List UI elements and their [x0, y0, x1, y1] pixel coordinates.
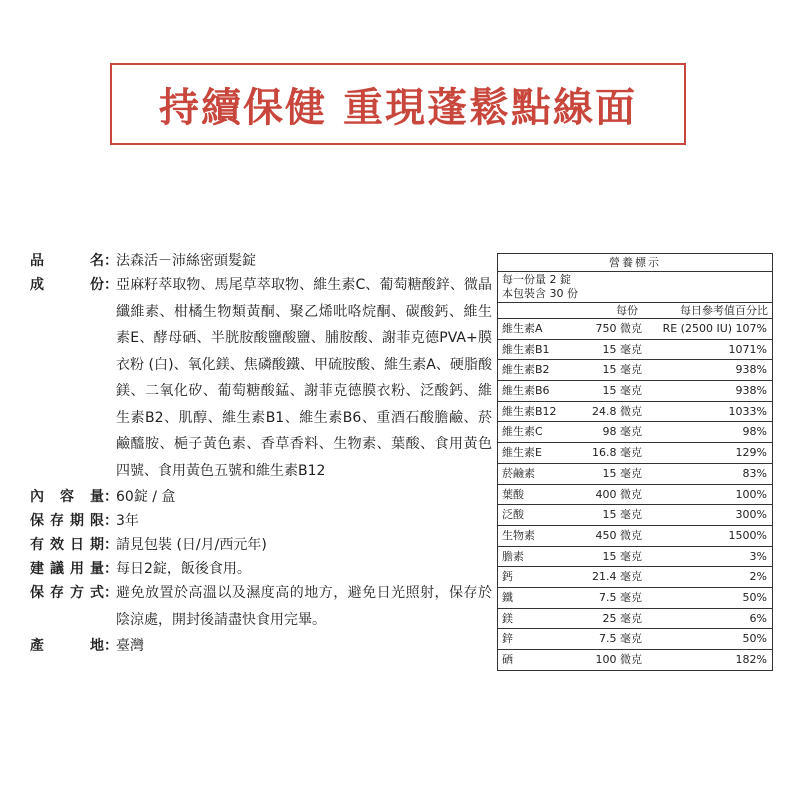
spec-row-content: 內 容 量 ： 60錠 / 盒 [30, 486, 492, 508]
nutrient-amount: 750 微克 [595, 322, 642, 335]
spec-row-name: 品 名 ： 法森活－沛絲密頭髮錠 [30, 250, 492, 272]
nutrient-amount: 7.5 毫克 [599, 632, 642, 646]
nutrient-amount: 15 毫克 [602, 549, 642, 563]
spec-label-shelf-life: 保 存 期 限 [30, 513, 104, 529]
nutrient-name: 維生素E [502, 446, 542, 460]
nutrient-daily-percent: 129% [735, 446, 767, 460]
nutrient-daily-percent: 50% [742, 590, 767, 604]
nutrition-rows [498, 319, 772, 670]
nutrient-daily-percent: 1500% [728, 528, 767, 542]
nutrition-row [498, 526, 772, 547]
nutrition-row [498, 629, 772, 650]
nutrient-name: 鋅 [502, 632, 513, 646]
nutrition-row [498, 360, 772, 381]
spec-value-name: 法森活－沛絲密頭髮錠 [116, 253, 256, 269]
nutrient-name: 泛酸 [502, 508, 524, 522]
nutrient-name: 維生素B6 [502, 384, 550, 398]
spec-row-usage: 建 議 用 量 ： 每日2錠，飯後食用。 [30, 558, 492, 580]
nutrient-daily-percent: 2% [749, 570, 767, 584]
nutrient-name: 鎂 [502, 611, 513, 625]
nutrient-name: 硒 [502, 653, 513, 666]
nutrient-amount: 15 毫克 [602, 466, 642, 480]
spec-row-storage: 保 存 方 式 ： 避免放置於高溫以及濕度高的地方，避免日光照射，保存於陰涼處，開封後請盡快食用完畢。 [30, 582, 492, 633]
spec-label-name: 品 名 [30, 253, 104, 269]
nutrition-row [498, 443, 772, 464]
nutrition-row [498, 319, 772, 340]
nutrient-amount: 24.8 微克 [592, 404, 642, 418]
nutrient-amount: 15 毫克 [602, 508, 642, 522]
nutrition-row [498, 485, 772, 506]
nutrient-daily-percent: 98% [742, 425, 767, 439]
spec-value-usage: 每日2錠，飯後食用。 [116, 561, 251, 577]
nutrient-name: 維生素B12 [502, 404, 557, 418]
nutrient-daily-percent: 938% [735, 363, 767, 377]
servings-per-package: 本包裝含 30 份 [502, 287, 578, 300]
headline-banner [110, 63, 686, 145]
nutrition-row [498, 650, 772, 670]
spec-value-expiry: 請見包裝 (日/月/西元年) [116, 537, 267, 553]
nutrient-daily-percent: 300% [735, 508, 767, 522]
nutrient-daily-percent: 182% [735, 653, 767, 666]
spec-value-storage: 避免放置於高溫以及濕度高的地方，避免日光照射，保存於陰涼處，開封後請盡快食用完畢。 [116, 585, 492, 628]
nutrient-daily-percent: 1071% [728, 342, 767, 356]
nutrient-daily-percent: 100% [735, 487, 767, 501]
nutrition-row [498, 464, 772, 485]
nutrient-name: 維生素A [502, 322, 543, 335]
nutrition-row [498, 340, 772, 361]
nutrition-title: 營養標示 [498, 254, 772, 272]
nutrient-amount: 15 毫克 [602, 342, 642, 356]
spec-label-expiry: 有 效 日 期 [30, 537, 104, 553]
nutrient-amount: 25 毫克 [602, 611, 642, 625]
nutrient-amount: 400 微克 [595, 487, 642, 501]
col-per-serving: 每份 [616, 304, 638, 317]
spec-row-shelf-life: 保 存 期 限 ： 3年 [30, 510, 492, 532]
nutrient-daily-percent: 6% [749, 611, 767, 625]
spec-row-origin: 產 地 ： 臺灣 [30, 635, 492, 657]
product-spec [30, 250, 492, 659]
nutrient-name: 葉酸 [502, 487, 524, 501]
nutrition-row [498, 505, 772, 526]
nutrition-header-row [498, 303, 772, 319]
spec-row-ingredients: 成 份 ： 亞麻籽萃取物、馬尾草萃取物、維生素C、葡萄糖酸鋅、微晶纖維素、柑橘生物類黃酮、聚乙烯吡咯烷酮、碳酸鈣、維生素E、酵母硒、半胱胺酸鹽酸鹽、脯胺酸、謝菲克德PVA+膜衣粉 (白)、氧化鎂、焦磷酸鐵、甲硫胺酸、維生素A、硬脂酸鎂、二氧化矽、葡萄糖酸錳、謝菲克德膜衣粉、泛酸鈣、維生素B2、肌醇、維生素B1、維生素B6、重酒石酸膽鹼、菸鹼醯胺、梔子黃色素、香草香料、生物素、葉酸、食用黃色四號、食用黃色五號和維生素B12 [30, 274, 492, 484]
spec-row-expiry: 有 效 日 期 ： 請見包裝 (日/月/西元年) [30, 534, 492, 556]
col-daily-value: 每日參考值百分比 [680, 304, 768, 317]
nutrition-row [498, 381, 772, 402]
nutrition-row [498, 609, 772, 630]
nutrition-row [498, 588, 772, 609]
nutrient-name: 鈣 [502, 570, 513, 584]
spec-label-usage: 建 議 用 量 [30, 561, 104, 577]
nutrient-name: 生物素 [502, 528, 535, 542]
nutrient-daily-percent: RE (2500 IU) 107% [662, 322, 767, 335]
spec-label-origin: 產 地 [30, 638, 104, 654]
nutrient-daily-percent: 50% [742, 632, 767, 646]
nutrition-serving-info [498, 272, 772, 303]
spec-label-content: 內 容 量 [30, 489, 104, 505]
nutrient-name: 膽素 [502, 549, 524, 563]
nutrient-amount: 7.5 毫克 [599, 590, 642, 604]
nutrient-amount: 15 毫克 [602, 363, 642, 377]
nutrient-daily-percent: 938% [735, 384, 767, 398]
nutrient-amount: 98 毫克 [602, 425, 642, 439]
nutrient-daily-percent: 3% [749, 549, 767, 563]
nutrient-amount: 100 微克 [595, 653, 642, 666]
nutrient-daily-percent: 83% [742, 466, 767, 480]
nutrition-facts-table [497, 253, 773, 671]
nutrition-row [498, 567, 772, 588]
nutrient-amount: 15 毫克 [602, 384, 642, 398]
spec-value-shelf-life: 3年 [116, 513, 139, 529]
nutrition-row [498, 402, 772, 423]
nutrient-amount: 16.8 毫克 [592, 446, 642, 460]
serving-size: 每一份量 2 錠 [502, 273, 571, 286]
nutrient-name: 菸鹼素 [502, 466, 535, 480]
spec-label-storage: 保 存 方 式 [30, 585, 104, 601]
nutrient-amount: 450 微克 [595, 528, 642, 542]
nutrient-name: 維生素B2 [502, 363, 550, 377]
nutrient-amount: 21.4 毫克 [592, 570, 642, 584]
headline-text: 持續保健 重現蓬鬆點線面 [159, 84, 637, 131]
nutrient-name: 維生素C [502, 425, 543, 439]
nutrient-name: 鐵 [502, 590, 513, 604]
spec-value-ingredients: 亞麻籽萃取物、馬尾草萃取物、維生素C、葡萄糖酸鋅、微晶纖維素、柑橘生物類黃酮、聚乙烯吡咯烷酮、碳酸鈣、維生素E、酵母硒、半胱胺酸鹽酸鹽、脯胺酸、謝菲克德PVA+膜衣粉 (白)、氧化鎂、焦磷酸鐵、甲硫胺酸、維生素A、硬脂酸鎂、二氧化矽、葡萄糖酸錳、謝菲克德膜衣粉、泛酸鈣、維生素B2、肌醇、維生素B1、維生素B6、重酒石酸膽鹼、菸鹼醯胺、梔子黃色素、香草香料、生物素、葉酸、食用黃色四號、食用黃色五號和維生素B12 [116, 277, 492, 479]
spec-value-origin: 臺灣 [116, 638, 144, 654]
spec-value-content: 60錠 / 盒 [116, 489, 176, 505]
nutrition-row [498, 422, 772, 443]
nutrient-name: 維生素B1 [502, 342, 550, 356]
nutrient-daily-percent: 1033% [728, 404, 767, 418]
spec-label-ingredients: 成 份 [30, 277, 104, 293]
nutrition-row [498, 547, 772, 568]
